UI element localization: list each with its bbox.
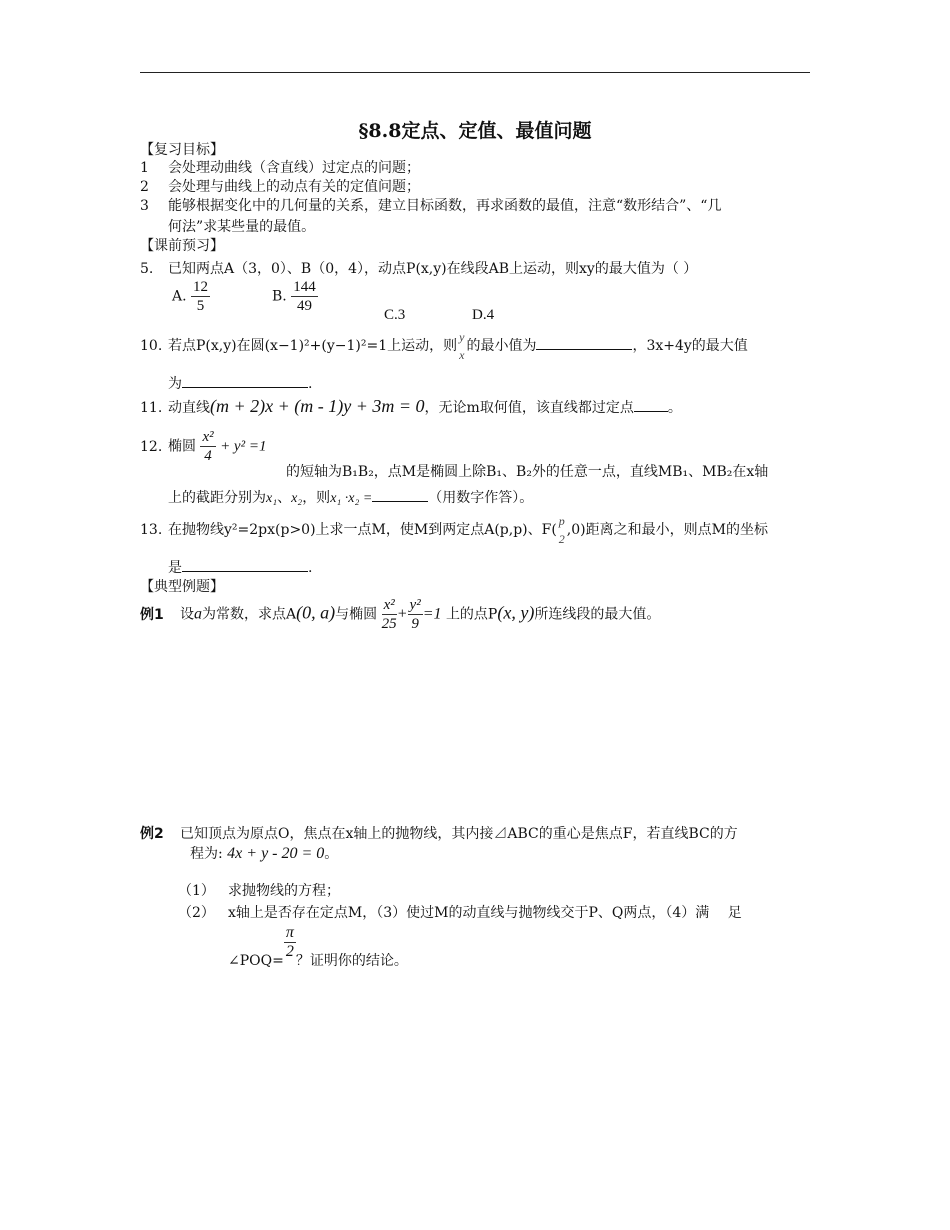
- option-label: A.: [172, 288, 187, 305]
- answer-blank[interactable]: [634, 397, 668, 412]
- example-2: 例2 已知顶点为原点O，焦点在x轴上的抛物线，其内接⊿ABC的重心是焦点F，若直线BC的方: [140, 823, 738, 843]
- option-label: B.: [272, 288, 287, 305]
- question-5: [140, 258, 697, 278]
- goal-text: 会处理与曲线上的动点有关的定值问题；: [168, 179, 420, 195]
- example-2-item-1: （1） 求抛物线的方程；: [178, 883, 340, 899]
- goal-text: 会处理动曲线（含直线）过定点的问题；: [168, 160, 420, 176]
- question-number: 12.: [140, 438, 163, 455]
- question-number: 13.: [140, 522, 163, 538]
- y-over-x-fraction: y x: [459, 330, 465, 362]
- option-a-fraction: $\frac{12}{5}$: [193, 279, 209, 314]
- example-2-item-2-cont: ∠POQ= $\frac{\pi}{2}$ ？证明你的结论。: [228, 924, 408, 969]
- question-number: 5.: [140, 261, 154, 277]
- ellipse-fraction: $\frac{\text{x²}}{4}$: [202, 429, 214, 464]
- section-preview: 【课前预习】: [140, 238, 224, 254]
- option-b-fraction: $\frac{144}{49}$: [293, 279, 316, 314]
- goal-number: 2: [140, 179, 149, 195]
- q5-option-a: [172, 278, 210, 315]
- question-10-cont: 为 .: [168, 373, 312, 393]
- ellipse-x-fraction: $\frac{\text{x²}}{25}$: [381, 597, 397, 632]
- answer-blank[interactable]: [182, 373, 308, 388]
- pi-over-2-fraction: $\frac{\pi}{2}$: [285, 924, 294, 960]
- question-12-cont: 上的截距分别为x₁、x₂，则x₁ ·x₂ = （用数字作答）。: [168, 487, 533, 507]
- example-2-item-2: （2） x轴上是否存在定点M，（3）使过M的动直线与抛物线交于P、Q两点，（4）满 足: [178, 905, 742, 921]
- q5-option-d: D.4: [472, 307, 495, 323]
- example-2-cont: 程为: 4x + y - 20 = 0。: [190, 845, 339, 862]
- p-over-2-fraction: p 2: [558, 514, 565, 546]
- question-10: 10. 若点P(x,y)在圆(x−1)²+(y−1)²=1上运动，则 y x 的最小值为 ，3x+4y的最大值: [140, 330, 748, 362]
- example-1: 例1 设a为常数，求点A(0, a)与椭圆 $\frac{\text{x²}}{25}$ + $\frac{\text{y²}}{9}$ =1 上的点P(x, y)所连线段的最大值。: [140, 597, 661, 632]
- ellipse-y-fraction: $\frac{\text{y²}}{9}$: [409, 597, 421, 632]
- goal-3-cont: 何法”求某些量的最值。: [168, 219, 316, 235]
- goal-number: 3: [140, 198, 149, 214]
- q5-option-c: C.3: [384, 307, 406, 323]
- answer-blank[interactable]: [182, 557, 308, 572]
- question-number: 10.: [140, 338, 163, 354]
- question-text: 已知两点A（3，0）、B（0，4），动点P(x,y)在线段AB上运动，则xy的最大值为（ ）: [168, 261, 698, 277]
- example-label: 例2: [140, 826, 164, 842]
- line-equation: (m + 2)x + (m - 1)y + 3m = 0: [210, 396, 425, 416]
- q5-option-b: [272, 278, 318, 315]
- header-rule: [140, 72, 810, 73]
- question-12: 12. 椭圆 $\frac{\text{x²}}{4}$ + y² =1: [140, 429, 267, 464]
- goal-number: 1: [140, 160, 149, 176]
- answer-blank[interactable]: [372, 487, 428, 502]
- answer-blank[interactable]: [536, 335, 632, 350]
- example-label: 例1: [140, 606, 164, 623]
- question-13: 13. 在抛物线y²=2px(p>0)上求一点M，使M到两定点A(p,p)、F( p 2 ,0)距离之和最小，则点M的坐标: [140, 514, 768, 546]
- question-12-text: 的短轴为B₁B₂，点M是椭圆上除B₁、B₂外的任意一点，直线MB₁、MB₂在x轴: [286, 464, 769, 480]
- goal-3: [140, 197, 812, 216]
- page-title: §8.8定点、定值、最值问题: [358, 120, 592, 142]
- section-examples: 【典型例题】: [140, 579, 224, 595]
- question-13-cont: 是 .: [168, 557, 312, 577]
- question-number: 11.: [140, 400, 163, 416]
- goal-2: [140, 178, 812, 197]
- goal-1: [140, 159, 812, 178]
- section-review: 【复习目标】: [140, 142, 224, 158]
- question-11: 11. 动直线(m + 2)x + (m - 1)y + 3m = 0，无论m取何值，该直线都过定点 。: [140, 396, 682, 416]
- goal-text: 能够根据变化中的几何量的关系，建立目标函数，再求函数的最值，注意“数形结合”、“几: [168, 198, 722, 214]
- line-bc-equation: 4x + y - 20 = 0: [227, 845, 325, 862]
